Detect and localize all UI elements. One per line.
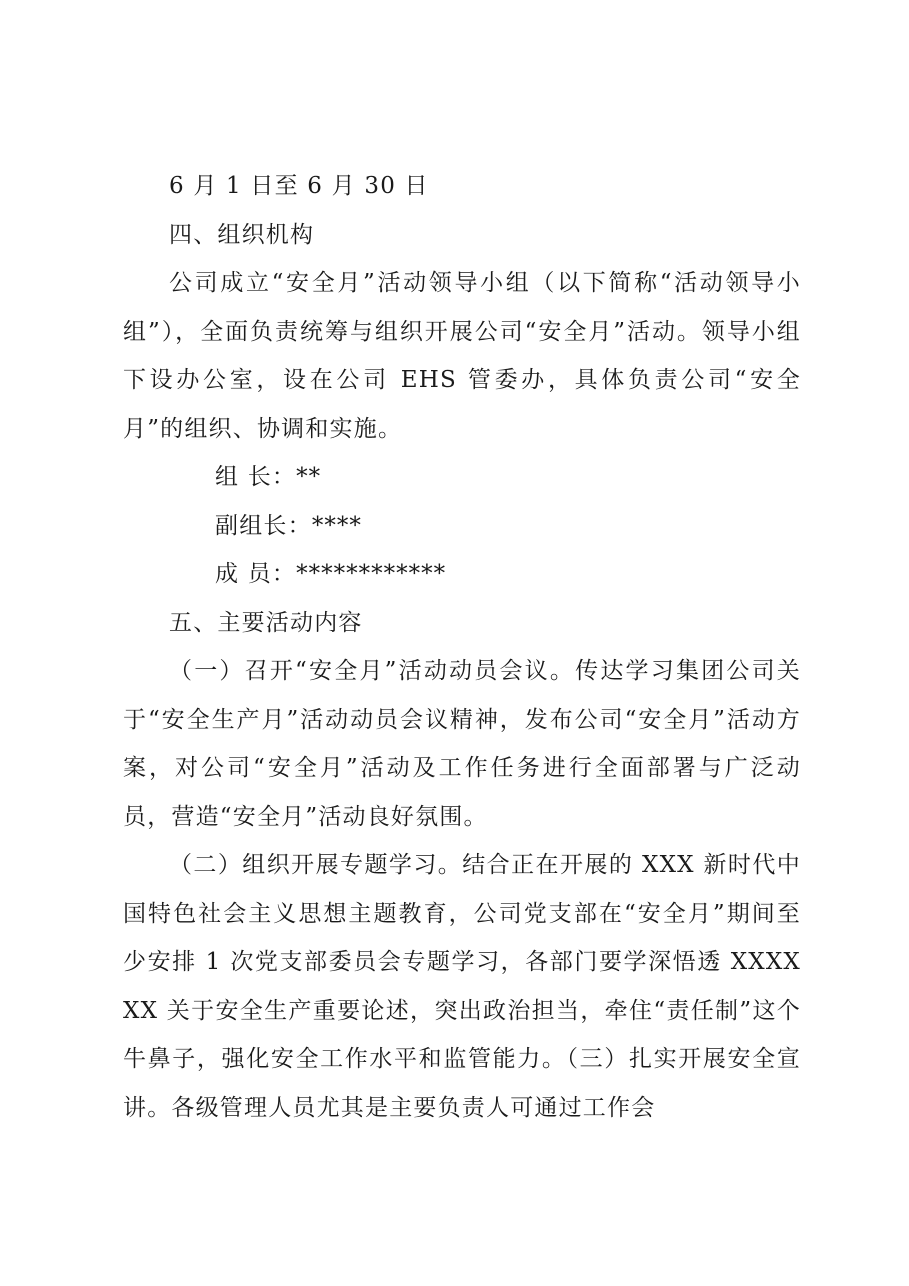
members-value: ************ — [296, 561, 447, 587]
activity-item-1: （一）召开“安全月”活动动员会议。传达学习集团公司关于“安全生产月”活动动员会议精神，发布公司“安全月”活动方案，对公司“安全月”活动及工作任务进行全面部署与广泛动员，营造“安全月”活动良好氛围。 — [123, 658, 801, 830]
leader-line — [123, 453, 801, 502]
deputy-value: **** — [311, 512, 362, 539]
document-body — [123, 162, 801, 1132]
section-heading-activities: 五、主要活动内容 — [169, 609, 363, 636]
activity-item-2: （二）组织开展专题学习。结合正在开展的 XXX 新时代中国特色社会主义思想主题教育，公司党支部在“安全月”期间至少安排 1 次党支部委员会专题学习，各部门要学深悟透 XXXXXX 关于安全生产重要论述，突出政治担当，牵住“责任制”这个牛鼻子，强化安全工作水平和监管能力。（三）扎实开展安全宣讲。各级管理人员尤其是主要负责人可通过工作会 — [123, 852, 801, 1121]
organization-paragraph: 公司成立“安全月”活动领导小组（以下简称“活动领导小组”），全面负责统筹与组织开展公司“安全月”活动。领导小组下设办公室，设在公司 EHS 管委办，具体负责公司“安全月”的组织、协调和实施。 — [123, 270, 801, 442]
deputy-label: 副组长： — [215, 512, 312, 539]
leader-label: 组 长： — [215, 464, 297, 490]
deputy-line — [123, 502, 801, 551]
members-line — [123, 550, 801, 599]
members-label: 成 员： — [215, 561, 297, 587]
date-range: 6 月 1 日至 6 月 30 日 — [169, 173, 429, 199]
leader-value: ** — [296, 464, 322, 490]
section-heading-organization: 四、组织机构 — [169, 221, 315, 248]
